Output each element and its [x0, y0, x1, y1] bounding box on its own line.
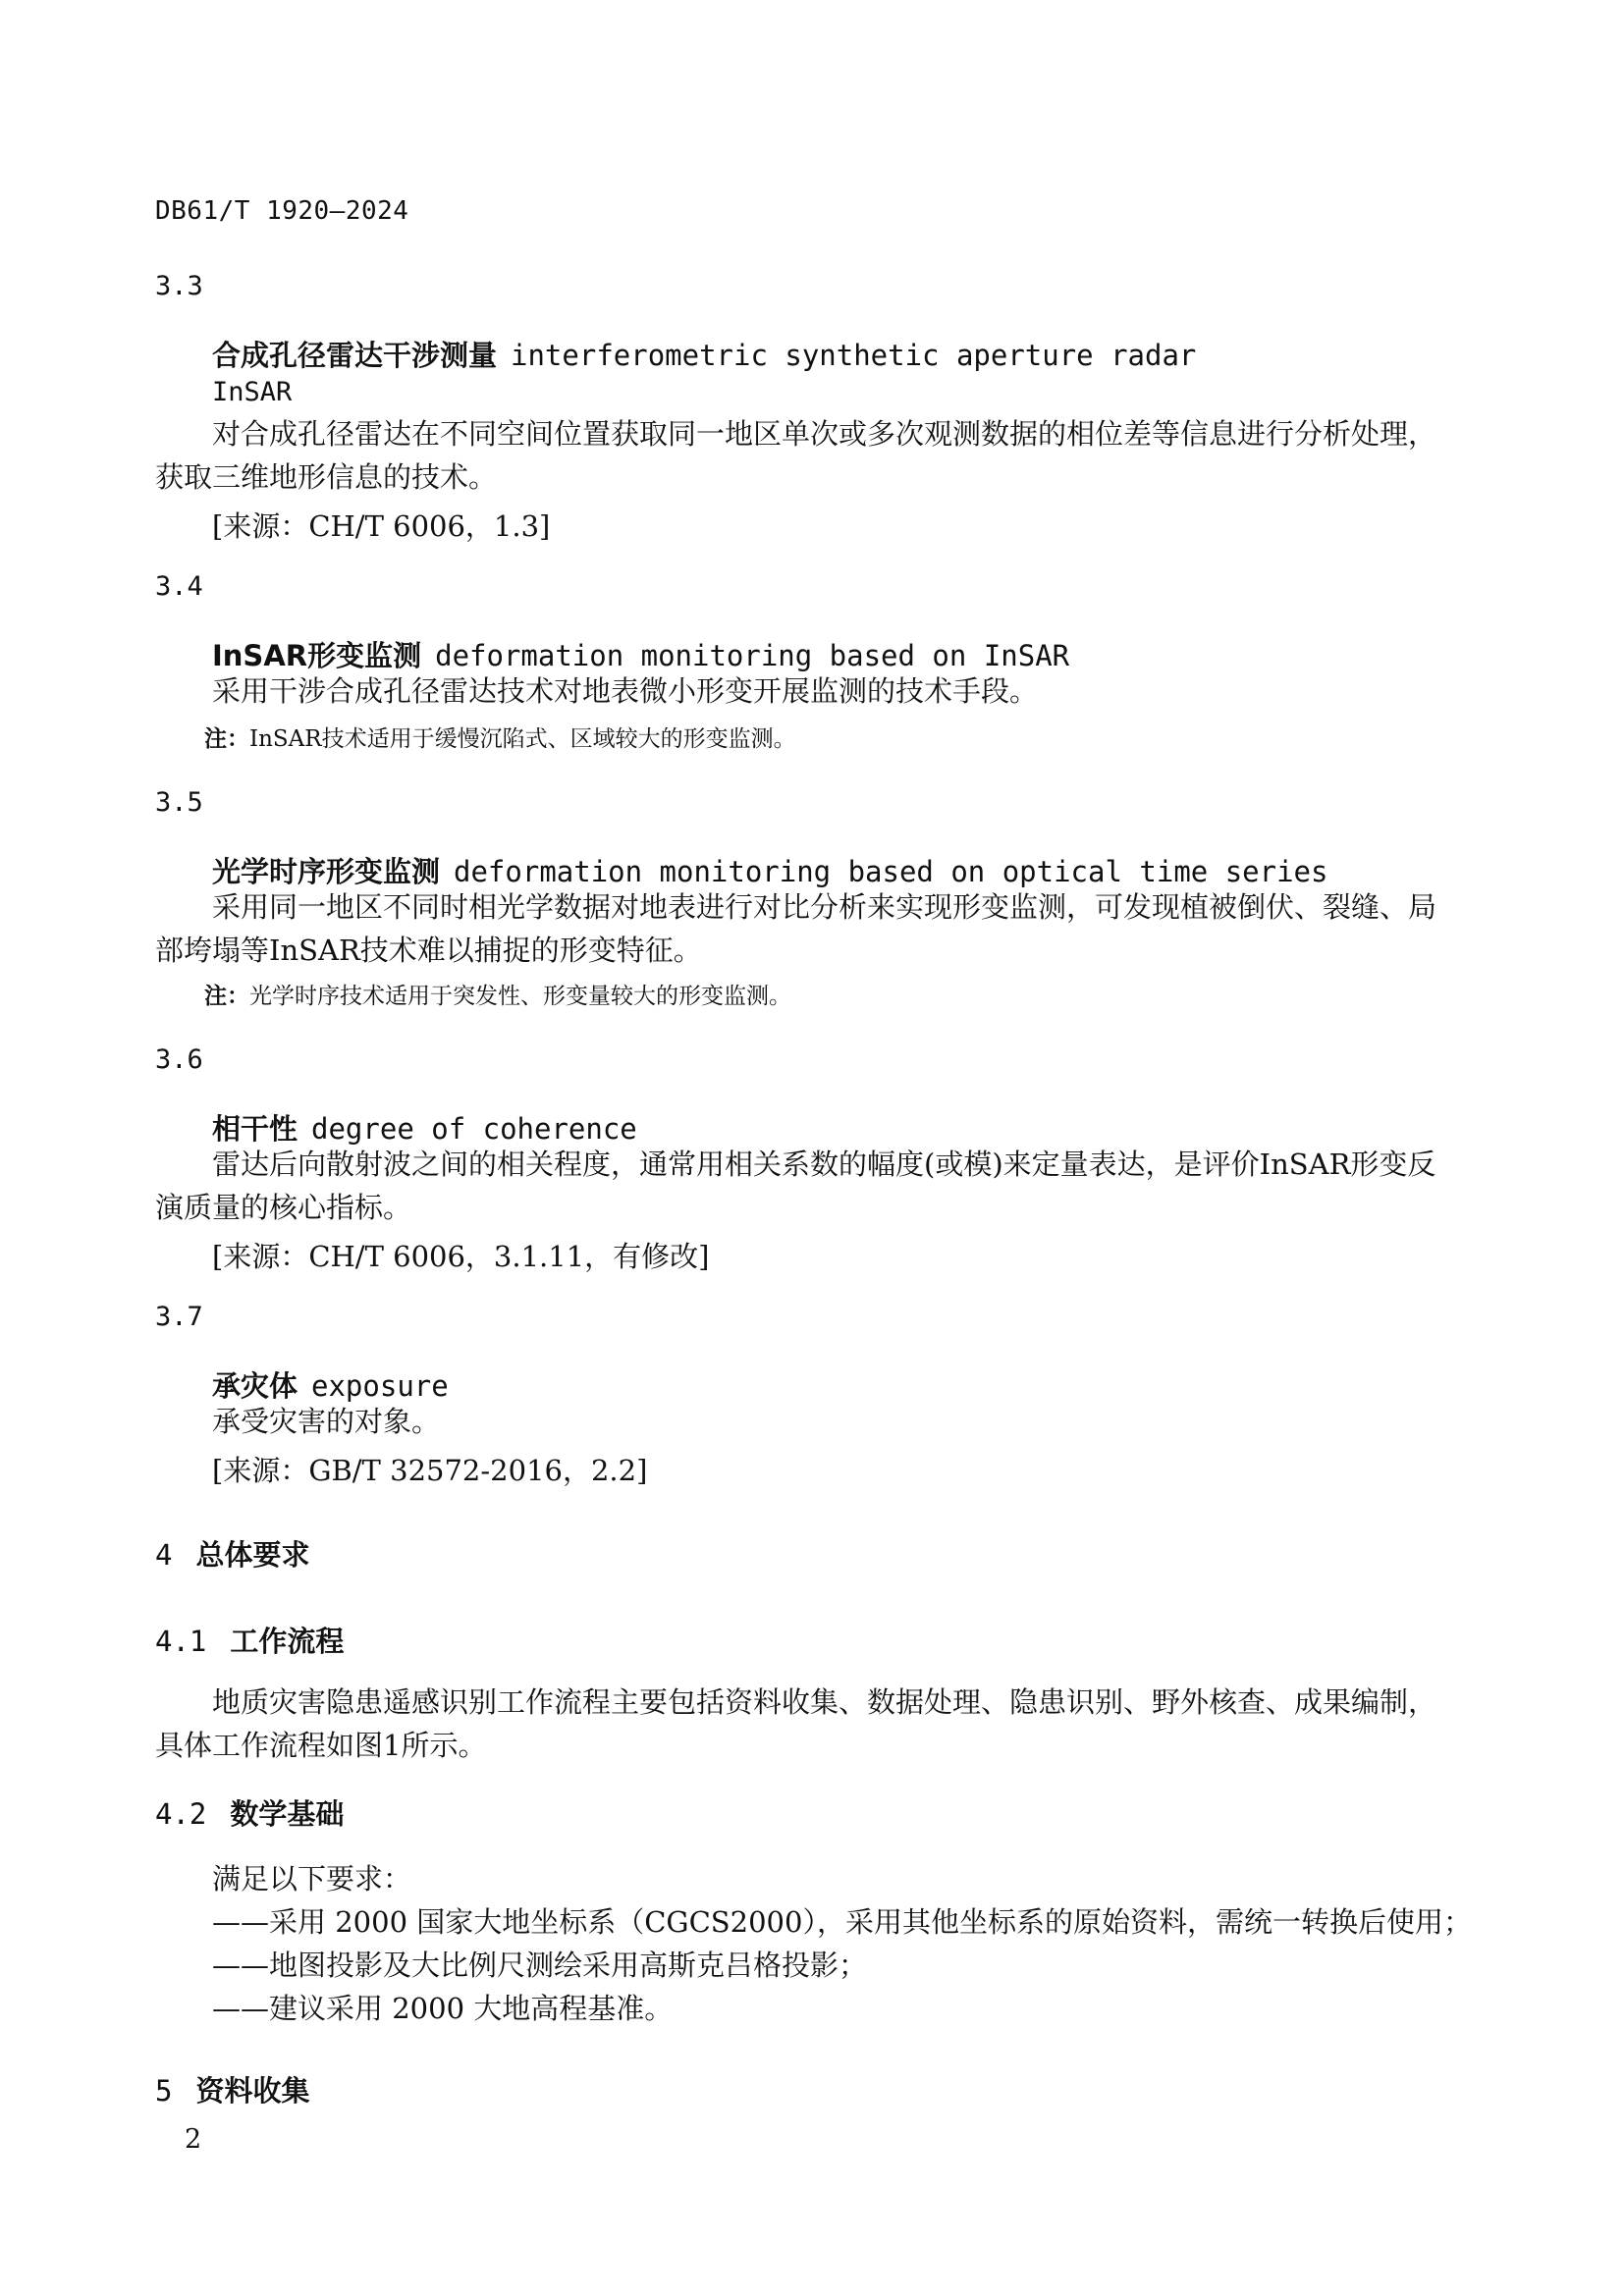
- note-label: 注：: [204, 725, 249, 752]
- term-zh: 承灾体: [212, 1369, 298, 1403]
- page-number: 2: [185, 2124, 202, 2155]
- note-3-5: [204, 978, 791, 1010]
- section-number: 4: [155, 1538, 173, 1572]
- clause-number-3-3: 3.3: [155, 271, 203, 301]
- clause-number-3-6: 3.6: [155, 1044, 203, 1075]
- definition-3-5: 采用同一地区不同时相光学数据对地表进行对比分析来实现形变监测，可发现植被倒伏、裂缝、局部垮塌等InSAR技术难以捕捉的形变特征。: [155, 890, 1437, 967]
- section-4-2-intro: 满足以下要求：: [212, 1862, 412, 1896]
- list-item: ——采用 2000 国家大地坐标系（CGCS2000），采用其他坐标系的原始资料，需统一转换后使用；: [212, 1905, 1472, 1939]
- term-en: degree of coherence: [311, 1112, 637, 1146]
- section-4-1-text: 地质灾害隐患遥感识别工作流程主要包括资料收集、数据处理、隐患识别、野外核查、成果编制，具体工作流程如图1所示。: [155, 1685, 1437, 1762]
- term-zh: InSAR形变监测: [212, 639, 422, 672]
- section-number: 5: [155, 2074, 173, 2108]
- document-code: DB61/T 1920—2024: [155, 196, 409, 226]
- definition-3-3: 对合成孔径雷达在不同空间位置获取同一地区单次或多次观测数据的相位差等信息进行分析处理，获取三维地形信息的技术。: [155, 417, 1437, 494]
- note-label: 注：: [204, 983, 249, 1009]
- note-text: 光学时序技术适用于突发性、形变量较大的形变监测。: [249, 984, 791, 1009]
- note-text: InSAR技术适用于缓慢沉陷式、区域较大的形变监测。: [249, 726, 796, 752]
- source-3-6: [来源：CH/T 6006，3.1.11，有修改]: [212, 1240, 710, 1273]
- clause-number-3-5: 3.5: [155, 787, 203, 818]
- section-title: 数学基础: [230, 1797, 345, 1831]
- term-3-6: [212, 1107, 637, 1148]
- section-title: 资料收集: [195, 2074, 310, 2108]
- section-title: 工作流程: [230, 1625, 345, 1658]
- section-4-1-heading: [155, 1620, 344, 1660]
- term-zh: 合成孔径雷达干涉测量: [212, 339, 498, 372]
- list-item: ——地图投影及大比例尺测绘采用高斯克吕格投影；: [212, 1949, 868, 1982]
- term-3-4: [212, 634, 1069, 674]
- definition-3-7: 承受灾害的对象。: [212, 1405, 441, 1438]
- term-en: exposure: [311, 1369, 449, 1403]
- section-number: 4.1: [155, 1625, 207, 1658]
- section-4-2-heading: [155, 1792, 344, 1833]
- clause-number-3-7: 3.7: [155, 1302, 203, 1332]
- term-3-3: [212, 334, 1196, 374]
- term-zh: 相干性: [212, 1112, 298, 1146]
- source-3-3: [来源：CH/T 6006，1.3]: [212, 509, 551, 543]
- term-en: deformation monitoring based on optical time series: [454, 855, 1328, 888]
- term-zh: 光学时序形变监测: [212, 855, 441, 888]
- term-abbreviation: InSAR: [212, 377, 293, 407]
- section-number: 4.2: [155, 1797, 207, 1831]
- clause-number-3-4: 3.4: [155, 571, 203, 602]
- term-3-5: [212, 850, 1327, 890]
- section-title: 总体要求: [195, 1538, 310, 1572]
- definition-3-4: 采用干涉合成孔径雷达技术对地表微小形变开展监测的技术手段。: [212, 674, 1039, 708]
- term-en: interferometric synthetic aperture radar: [511, 339, 1197, 372]
- list-item: ——建议采用 2000 大地高程基准。: [212, 1992, 674, 2025]
- section-4-heading: [155, 1533, 309, 1574]
- term-en: deformation monitoring based on InSAR: [435, 639, 1070, 672]
- definition-3-6: 雷达后向散射波之间的相关程度，通常用相关系数的幅度(或模)来定量表达，是评价InSAR形变反演质量的核心指标。: [155, 1148, 1436, 1224]
- note-3-4: [204, 721, 796, 753]
- term-3-7: [212, 1364, 449, 1405]
- section-5-heading: [155, 2069, 309, 2109]
- source-3-7: [来源：GB/T 32572-2016，2.2]: [212, 1454, 648, 1487]
